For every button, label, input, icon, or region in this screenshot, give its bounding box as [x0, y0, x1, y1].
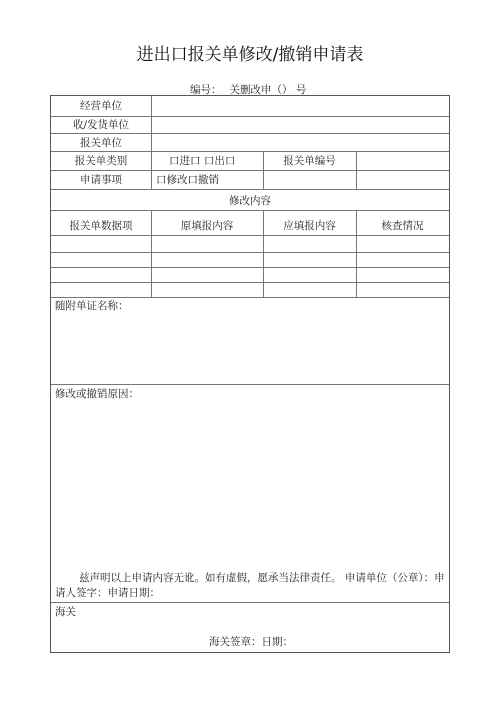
column-header-original: 原填报内容: [180, 220, 234, 232]
column-header-correct: 应填报内容: [283, 220, 336, 232]
column-header-verification: 核查情况: [381, 220, 424, 232]
operating-unit-label: 经营单位: [80, 100, 122, 112]
import-export-checkboxes: 口进口 口出口: [169, 155, 236, 167]
form-title: 进出口报关单修改/撤销申请表: [136, 45, 364, 65]
modify-revoke-checkboxes: 口修改口撤销: [156, 174, 219, 186]
column-header-data-item: 报关单数据项: [69, 220, 133, 232]
attachments-label: 随附单证名称：: [55, 300, 129, 312]
application-item-label: 申请事项: [80, 174, 122, 186]
consignor-consignee-label: 收/发货单位: [72, 119, 130, 131]
reason-label: 修改或撤销原因：: [55, 388, 139, 400]
application-form-table: [50, 95, 450, 653]
modification-section-title: 修改内容: [229, 195, 271, 207]
form-number-label: 编号：: [190, 84, 222, 96]
declaration-number-label: 报关单编号: [283, 155, 336, 167]
declaration-statement: 兹声明以上申请内容无讹。如有虚假，愿承当法律责任。 申请单位（公章）：申请人签字：申请日期：: [55, 572, 445, 599]
customs-label: 海关: [55, 606, 76, 618]
declaration-unit-label: 报关单位: [80, 137, 122, 149]
form-number-value: 关删改申（） 号: [229, 84, 307, 96]
customs-signature-date: 海关签章：日期：: [209, 636, 293, 648]
declaration-type-label: 报关单类别: [74, 155, 128, 167]
